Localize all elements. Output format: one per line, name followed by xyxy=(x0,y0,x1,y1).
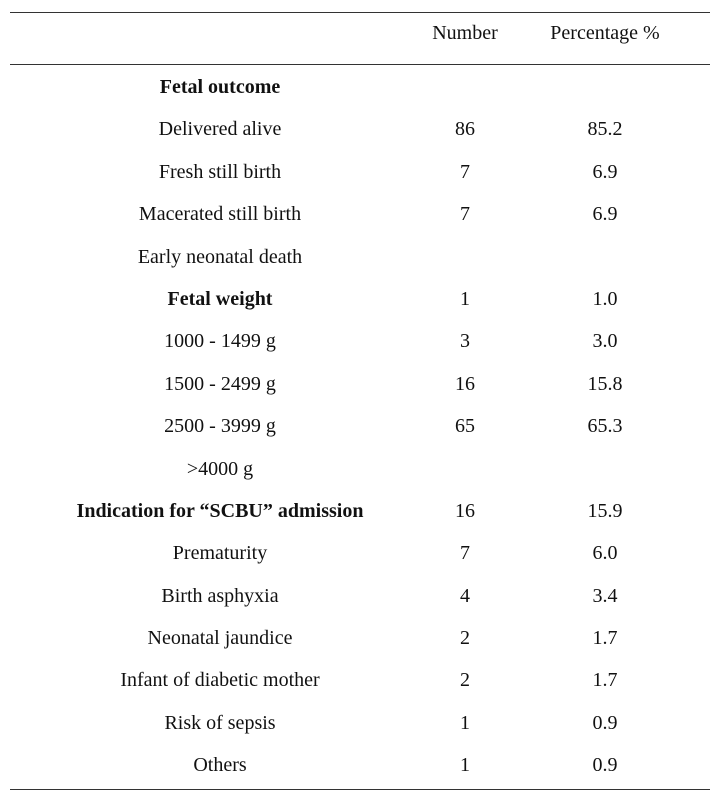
percentage-cell: 3.0 xyxy=(592,330,618,353)
table-row xyxy=(0,407,720,449)
section-heading-cell: Fetal weight xyxy=(167,287,273,310)
table-row xyxy=(0,68,720,110)
header-number: Number xyxy=(432,22,498,44)
number-cell: 16 xyxy=(455,499,475,522)
table-row xyxy=(0,153,720,195)
percentage-cell: 6.0 xyxy=(592,542,618,565)
row-label-cell: Risk of sepsis xyxy=(164,711,276,734)
table-body xyxy=(0,68,720,789)
row-label-cell: Prematurity xyxy=(172,542,268,565)
table-row xyxy=(0,534,720,576)
percentage-cell: 0.9 xyxy=(592,754,618,777)
row-label-cell: 1500 - 2499 g xyxy=(164,372,276,395)
table-header-row xyxy=(0,22,720,52)
number-cell: 2 xyxy=(460,627,470,650)
percentage-cell: 0.9 xyxy=(592,711,618,734)
row-label-cell: Early neonatal death xyxy=(137,245,303,268)
table-row xyxy=(0,195,720,237)
row-label-cell: Birth asphyxia xyxy=(161,584,279,607)
table-row xyxy=(0,619,720,661)
percentage-cell: 6.9 xyxy=(592,160,618,183)
row-label-cell: >4000 g xyxy=(186,457,254,480)
table-row xyxy=(0,238,720,280)
row-label-cell: Neonatal jaundice xyxy=(147,627,293,650)
row-label-cell: Fresh still birth xyxy=(158,160,282,183)
percentage-cell: 6.9 xyxy=(592,203,618,226)
percentage-cell: 15.8 xyxy=(587,372,623,395)
table-row xyxy=(0,746,720,788)
number-cell: 4 xyxy=(460,584,470,607)
table-row xyxy=(0,450,720,492)
number-cell: 1 xyxy=(460,287,470,310)
percentage-cell: 85.2 xyxy=(587,118,623,141)
table-top-rule xyxy=(10,12,710,13)
number-cell: 1 xyxy=(460,711,470,734)
percentage-cell: 3.4 xyxy=(592,584,618,607)
table-row xyxy=(0,492,720,534)
table-row xyxy=(0,322,720,364)
row-label-cell: 2500 - 3999 g xyxy=(164,415,276,438)
percentage-cell: 1.7 xyxy=(592,669,618,692)
section-heading-cell: Fetal outcome xyxy=(159,76,281,98)
row-label-cell: 1000 - 1499 g xyxy=(164,330,276,353)
number-cell: 1 xyxy=(460,754,470,777)
table-row xyxy=(0,704,720,746)
percentage-cell: 65.3 xyxy=(587,415,623,438)
number-cell: 86 xyxy=(455,118,475,141)
table-header-rule xyxy=(10,64,710,65)
number-cell: 65 xyxy=(455,415,475,438)
number-cell: 7 xyxy=(460,542,470,565)
percentage-cell: 15.9 xyxy=(587,499,623,522)
row-label-cell: Delivered alive xyxy=(158,118,282,141)
row-label-cell: Others xyxy=(193,754,247,777)
header-percentage: Percentage % xyxy=(550,22,660,44)
section-heading-cell: Indication for “SCBU” admission xyxy=(76,499,364,522)
row-label-cell: Infant of diabetic mother xyxy=(120,669,320,692)
table-row xyxy=(0,280,720,322)
table-row xyxy=(0,110,720,152)
number-cell: 7 xyxy=(460,160,470,183)
percentage-cell: 1.0 xyxy=(592,287,618,310)
percentage-cell: 1.7 xyxy=(592,627,618,650)
table-row xyxy=(0,661,720,703)
row-label-cell: Macerated still birth xyxy=(138,203,302,226)
number-cell: 3 xyxy=(460,330,470,353)
number-cell: 2 xyxy=(460,669,470,692)
table-row xyxy=(0,365,720,407)
table-bottom-rule xyxy=(10,789,710,790)
table-row xyxy=(0,577,720,619)
number-cell: 7 xyxy=(460,203,470,226)
number-cell: 16 xyxy=(455,372,475,395)
